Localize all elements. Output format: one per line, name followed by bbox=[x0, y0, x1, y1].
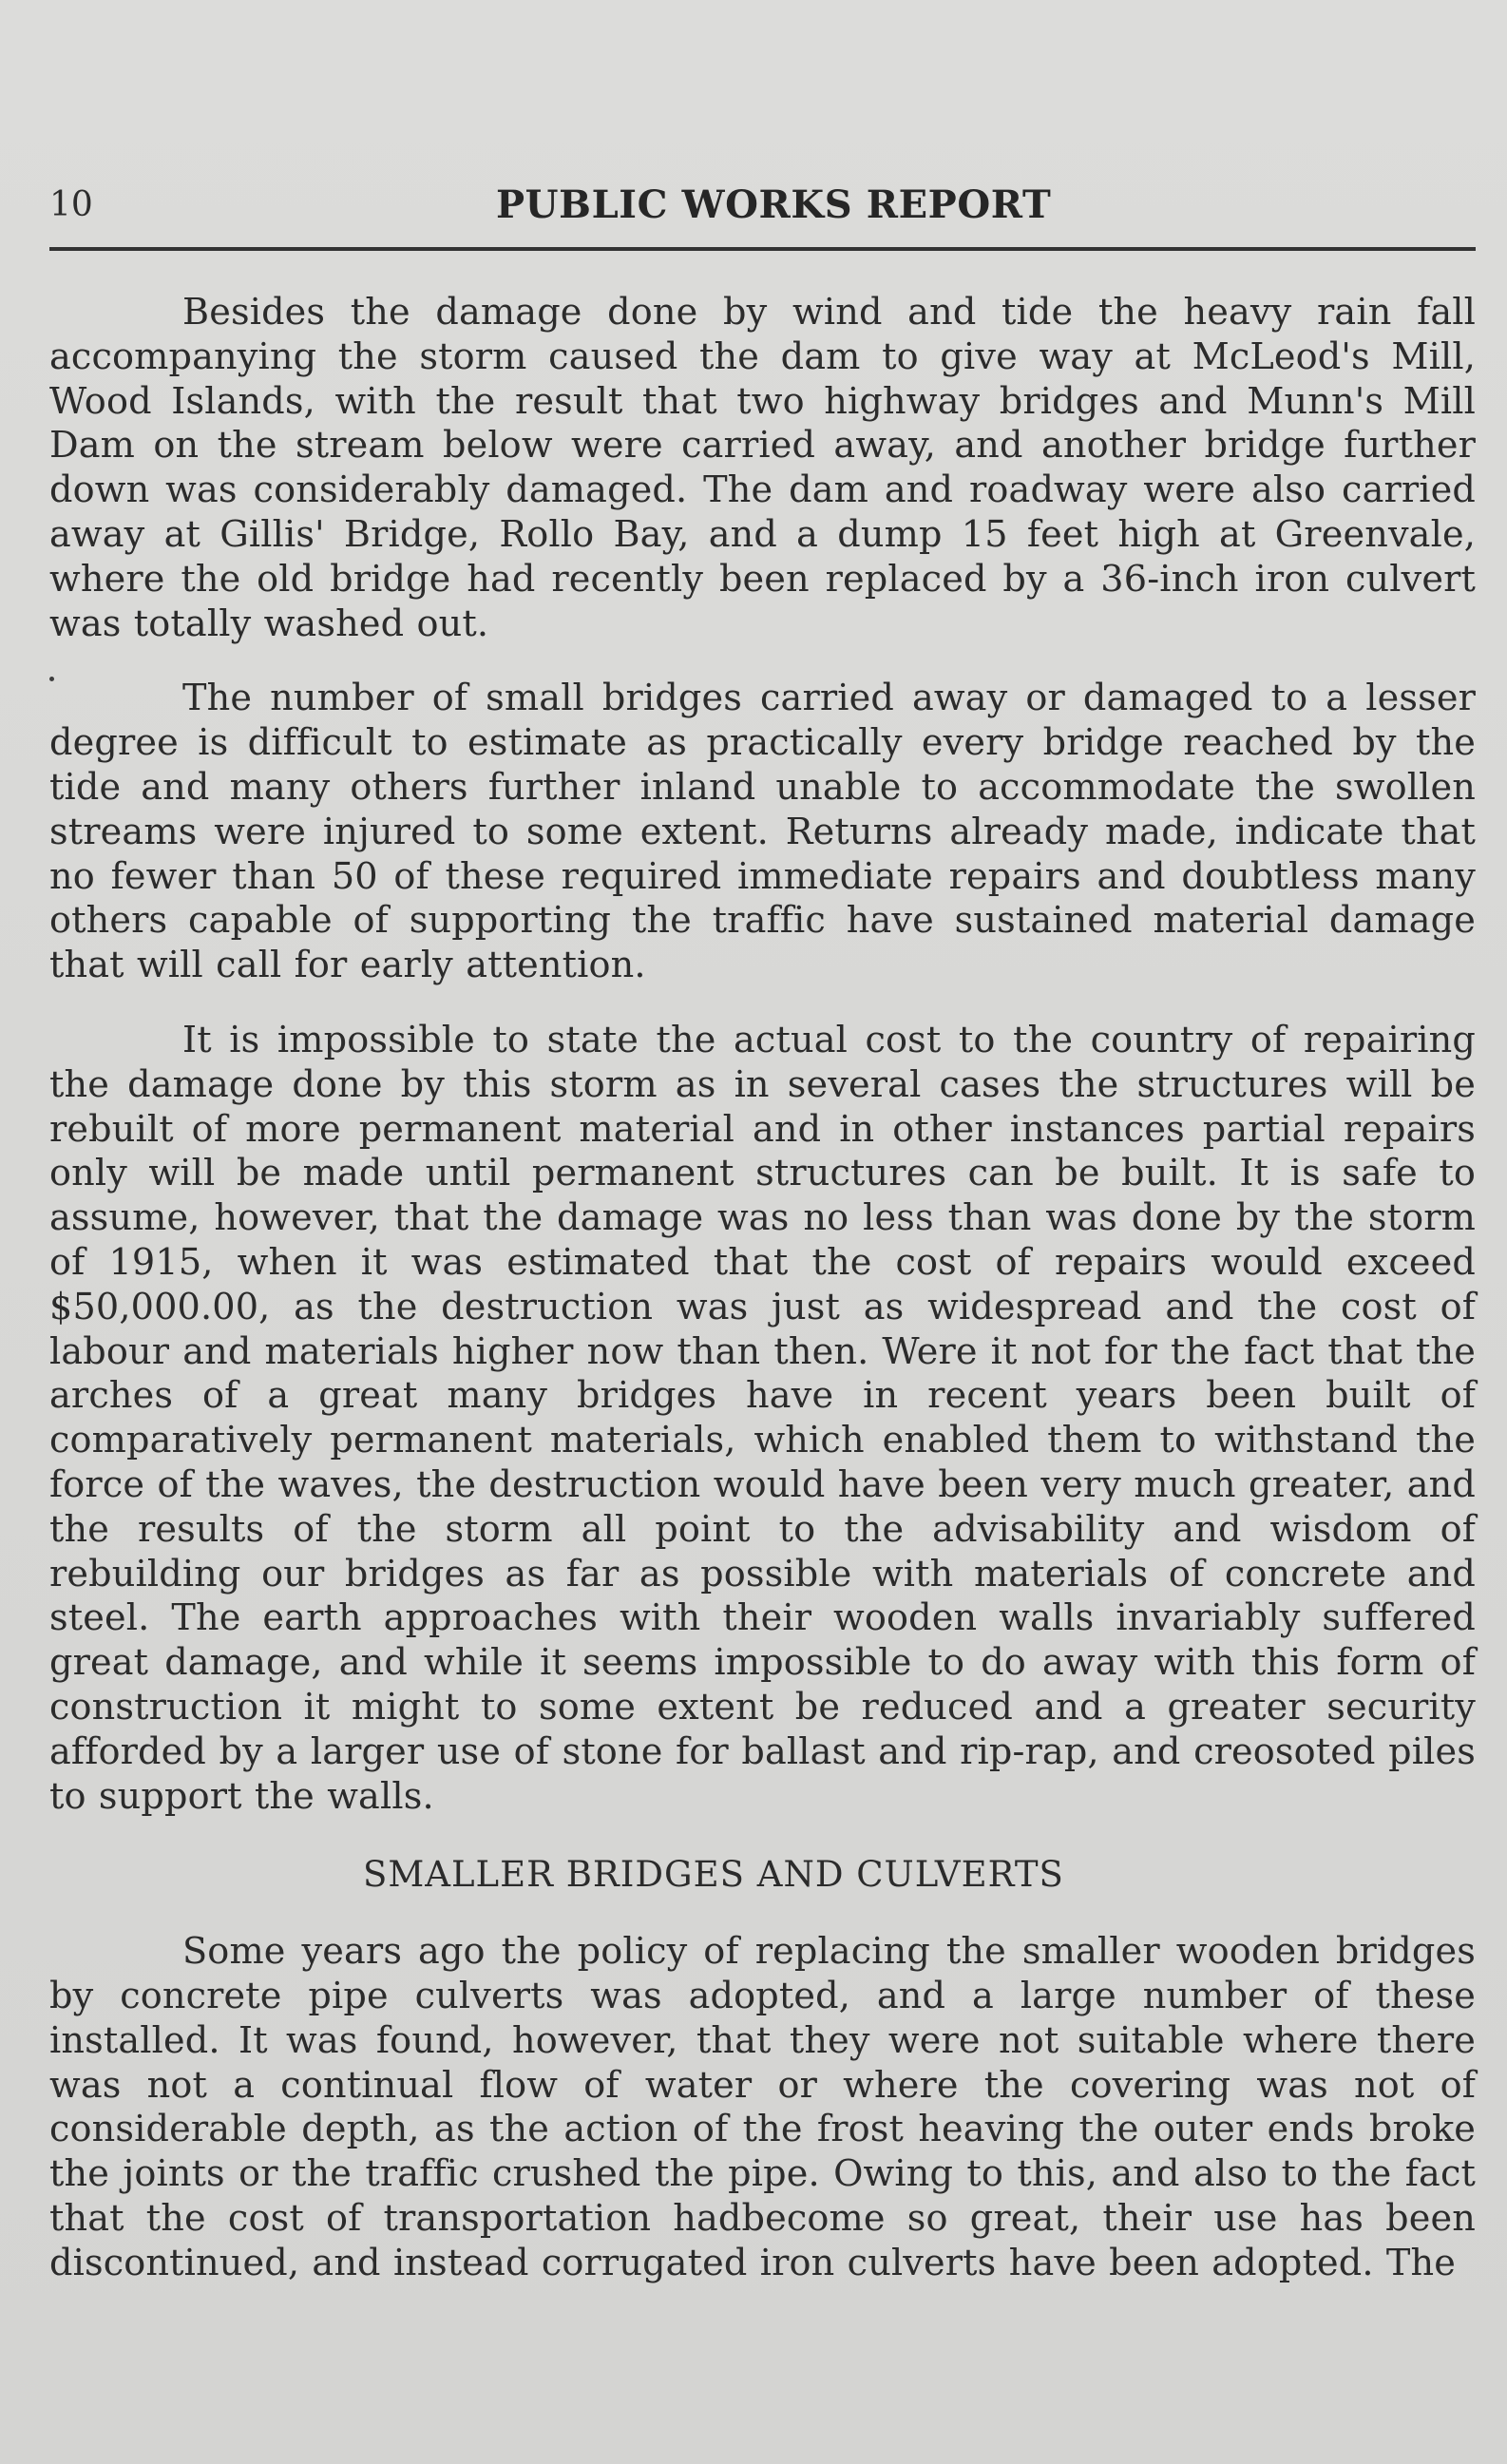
paragraph-1: Besides the damage done by wind and tide the heavy rain fall accompanying the storm caused the dam to give way at McLeod's Mill, Wood Islands, with the result that two highway bridges and Munn's Mill Dam on the stream below were carried away, and another bridge further down was considerably damaged. The dam and roadway were also carried away at Gillis' Bridge, Rollo Bay, and a dump 15 feet high at Greenvale, where the old bridge had recently been replaced by a 36-inch iron culvert was totally washed out. bbox=[49, 292, 1476, 645]
running-head: PUBLIC WORKS REPORT bbox=[496, 182, 1052, 227]
page-content bbox=[49, 291, 1476, 2286]
section-heading: SMALLER BRIDGES AND CULVERTS bbox=[363, 1854, 1064, 1896]
paragraph-2: The number of small bridges carried away or damaged to a lesser degree is difficult to estimate as practically every bridge reached by the tide and many others further inland unable to accommodate the swollen streams were injured to some extent. Returns already made, indicate that no fewer than 50 of these required immediate repairs and doubtless many others capable of supporting the traffic have sustained material damage that will call for early attention. bbox=[49, 678, 1476, 987]
page-number: 10 bbox=[49, 185, 93, 224]
stray-mark bbox=[49, 677, 54, 681]
paragraph-4: Some years ago the policy of replacing the smaller wooden bridges by concrete pipe culverts was adopted, and a large number of these installed. It was found, however, that they were not suitable where there was not a continual flow of water or where the covering was not of considerable depth, as the action of the frost heaving the outer ends broke the joints or the traffic crushed the pipe. Owing to this, and also to the fact that the cost of transportation hadbecome so great, their use has been discontinued, and instead corrugated iron culverts have been adopted. The bbox=[49, 1931, 1476, 2284]
paragraph-3: It is impossible to state the actual cost to the country of repairing the damage done by this storm as in several cases the structures will be rebuilt of more permanent material and in other instances partial repairs only will be made until permanent structures can be built. It is safe to assume, however, that the damage was no less than was done by the storm of 1915, when it was estimated that the cost of repairs would exceed $50,000.00, as the destruction was just as widespread and the cost of labour and materials higher now than then. Were it not for the fact that the arches of a great many bridges have in recent years been built of comparatively permanent materials, which enabled them to withstand the force of the waves, the destruction would have been very much greater, and the results of the storm all point to the advisability and wisdom of rebuilding our bridges as far as possible with materials of concrete and steel. The earth approaches with their wooden walls invariably suffered great damage, and while it seems impossible to do away with this form of construction it might to some extent be reduced and a greater security afforded by a larger use of stone for ballast and rip-rap, and creosoted piles to support the walls. bbox=[49, 1019, 1476, 1818]
page-header bbox=[49, 179, 1476, 251]
